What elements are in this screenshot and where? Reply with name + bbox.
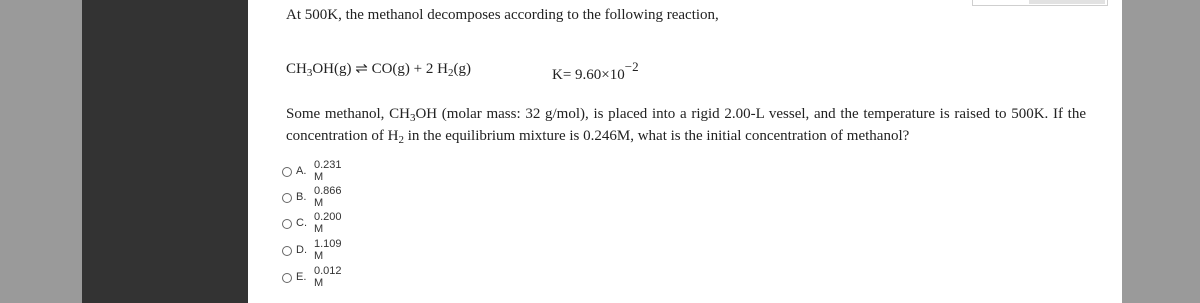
option-letter: D. xyxy=(296,244,307,256)
radio-button-a[interactable] xyxy=(282,167,292,177)
option-letter: A. xyxy=(296,165,307,177)
product-subscript: 2 xyxy=(447,67,454,79)
q2-subscript: 2 xyxy=(398,134,404,146)
question-line-1 xyxy=(286,106,1086,124)
option-letter: C. xyxy=(296,217,307,229)
question-content-area xyxy=(248,0,1122,303)
k-exponent: −2 xyxy=(624,59,639,74)
q1-part-a: Some methanol, CH xyxy=(286,106,410,122)
radio-button-e[interactable] xyxy=(282,273,292,283)
left-gutter xyxy=(0,0,82,303)
q1-subscript: 3 xyxy=(409,112,416,124)
reactant-suffix: OH(g) xyxy=(312,61,352,77)
product-part2: (g) xyxy=(453,61,471,77)
option-letter: E. xyxy=(296,271,307,283)
q2-part-b: in the equilibrium mixture is 0.246M, what is the initial concentration of methanol? xyxy=(403,128,910,144)
radio-button-d[interactable] xyxy=(282,246,292,256)
option-value: 0.866 M xyxy=(314,185,342,209)
equilibrium-constant xyxy=(552,59,639,84)
q1-part-b: OH (molar mass: 32 g/mol), is placed into a rigid 2.00-L vessel, and the temperature is raised to 500K. If the xyxy=(415,106,1086,122)
question-line-2 xyxy=(286,128,909,146)
radio-button-b[interactable] xyxy=(282,193,292,203)
product-part1: CO(g) + 2 H xyxy=(371,61,448,77)
reactant-prefix: CH xyxy=(286,61,307,77)
option-value: 0.200 M xyxy=(314,211,342,235)
option-value: 1.109 M xyxy=(314,238,342,262)
question-intro: At 500K, the methanol decomposes according to the following reaction, xyxy=(286,7,719,23)
k-prefix: K= 9.60×10 xyxy=(552,67,625,83)
reactant-subscript: 3 xyxy=(306,67,313,79)
top-input-box-fill xyxy=(1029,0,1105,4)
option-value: 0.012 M xyxy=(314,265,342,289)
equilibrium-arrow-icon: ⇌ xyxy=(355,61,368,77)
reaction-equation xyxy=(286,59,471,79)
q2-part-a: concentration of H xyxy=(286,128,399,144)
option-value: 0.231 M xyxy=(314,159,342,183)
side-panel xyxy=(82,0,248,303)
option-letter: B. xyxy=(296,191,307,203)
radio-button-c[interactable] xyxy=(282,219,292,229)
right-gutter xyxy=(1122,0,1200,303)
top-input-box[interactable] xyxy=(972,0,1108,6)
